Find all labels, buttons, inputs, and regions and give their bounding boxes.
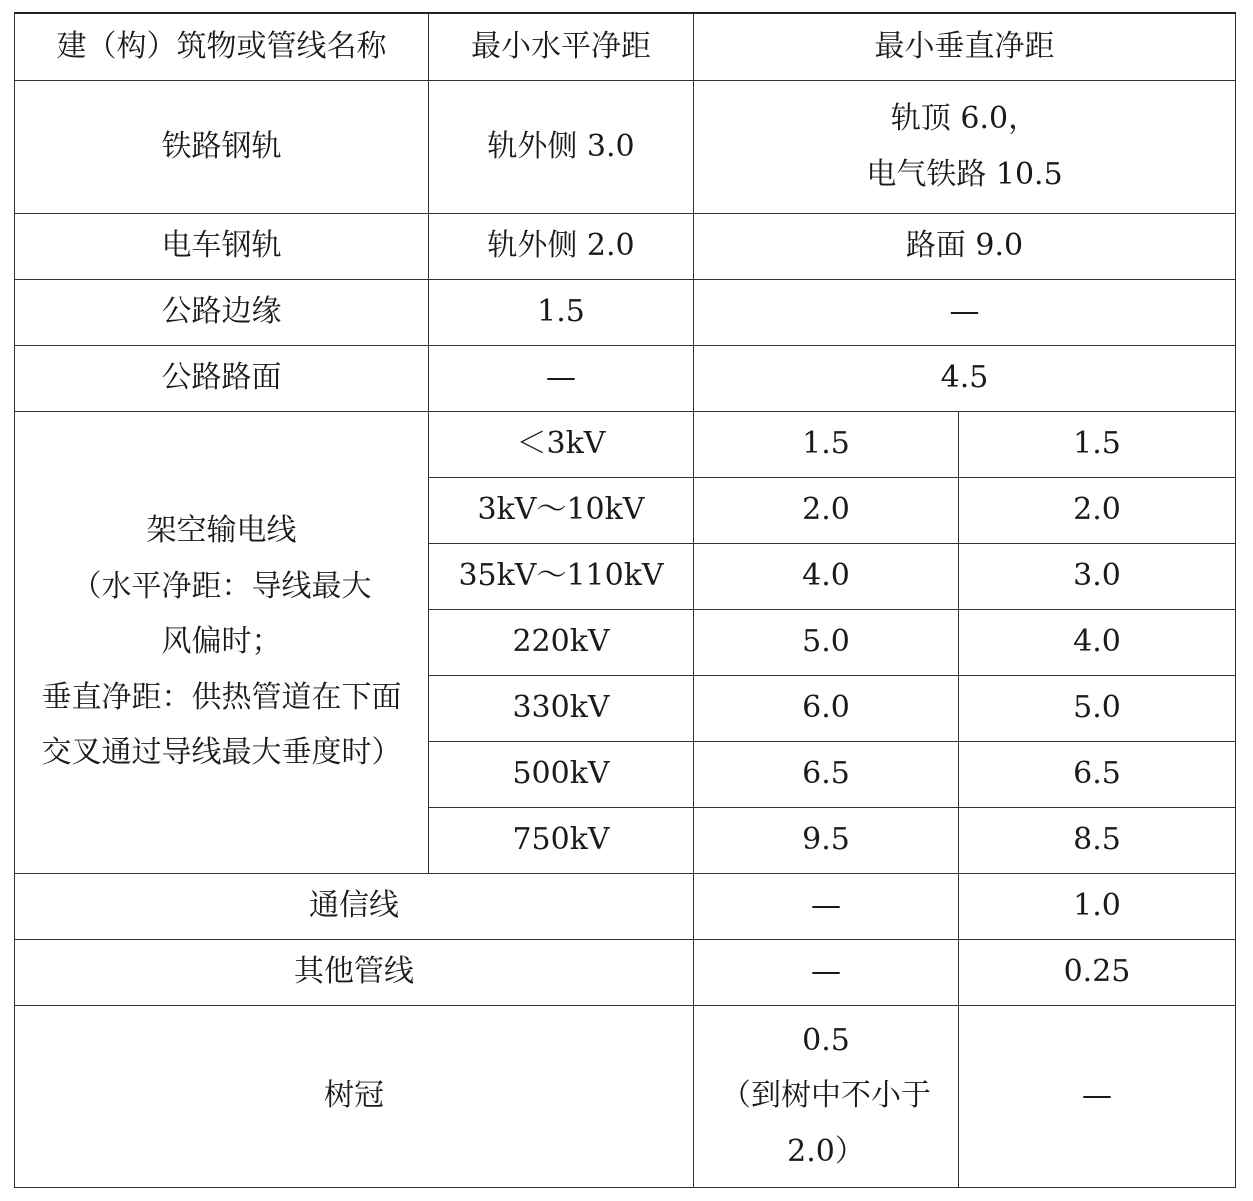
telecom-horizontal: — xyxy=(694,873,959,939)
tram-vertical: 路面 9.0 xyxy=(694,213,1236,279)
other-pipes-horizontal: — xyxy=(694,939,959,1005)
power-vertical: 2.0 xyxy=(959,477,1236,543)
header-min-horizontal: 最小水平净距 xyxy=(429,13,694,80)
table-row-other-pipes xyxy=(15,939,1236,1005)
power-voltage: 500kV xyxy=(429,741,694,807)
power-line-name-line2: （水平净距：导线最大 xyxy=(71,568,372,604)
power-vertical: 3.0 xyxy=(959,543,1236,609)
power-voltage: 750kV xyxy=(429,807,694,873)
power-vertical: 8.5 xyxy=(959,807,1236,873)
power-voltage: 220kV xyxy=(429,609,694,675)
header-min-vertical: 最小垂直净距 xyxy=(694,13,1236,80)
road-surface-horizontal: — xyxy=(429,345,694,411)
power-horizontal: 4.0 xyxy=(694,543,959,609)
power-line-name-line1: 架空输电线 xyxy=(146,513,297,549)
road-surface-vertical: 4.5 xyxy=(694,345,1236,411)
railway-name: 铁路钢轨 xyxy=(15,80,429,213)
table-row-tree-crown xyxy=(15,1005,1236,1187)
tree-crown-vertical: — xyxy=(959,1005,1236,1187)
other-pipes-name: 其他管线 xyxy=(15,939,694,1005)
power-voltage: 35kV～110kV xyxy=(429,543,694,609)
tree-crown-horizontal-line1: 0.5 xyxy=(802,1022,850,1058)
road-edge-name: 公路边缘 xyxy=(15,279,429,345)
header-name: 建（构）筑物或管线名称 xyxy=(15,13,429,80)
tree-crown-horizontal xyxy=(694,1005,959,1187)
power-line-name-line3: 风偏时； xyxy=(161,624,282,660)
power-voltage: 3kV～10kV xyxy=(429,477,694,543)
other-pipes-vertical: 0.25 xyxy=(959,939,1236,1005)
power-voltage: 330kV xyxy=(429,675,694,741)
tram-horizontal: 轨外侧 2.0 xyxy=(429,213,694,279)
tree-crown-horizontal-line3: 2.0） xyxy=(787,1133,865,1169)
power-vertical: 6.5 xyxy=(959,741,1236,807)
railway-vertical-line1: 轨顶 6.0， xyxy=(890,101,1039,136)
power-horizontal: 6.5 xyxy=(694,741,959,807)
power-line-name xyxy=(15,411,429,873)
road-surface-name: 公路路面 xyxy=(15,345,429,411)
power-horizontal: 1.5 xyxy=(694,411,959,477)
road-edge-horizontal: 1.5 xyxy=(429,279,694,345)
telecom-vertical: 1.0 xyxy=(959,873,1236,939)
power-line-name-line5: 交叉通过导线最大垂度时） xyxy=(41,735,402,771)
table-row-road-edge xyxy=(15,279,1236,345)
tree-crown-horizontal-line2: （到树中不小于 xyxy=(721,1078,931,1114)
table-row-tram xyxy=(15,213,1236,279)
power-vertical: 5.0 xyxy=(959,675,1236,741)
railway-horizontal: 轨外侧 3.0 xyxy=(429,80,694,213)
table-row-telecom xyxy=(15,873,1236,939)
tram-name: 电车钢轨 xyxy=(15,213,429,279)
table-row-power-1 xyxy=(15,411,1236,477)
power-horizontal: 5.0 xyxy=(694,609,959,675)
power-horizontal: 9.5 xyxy=(694,807,959,873)
power-vertical: 4.0 xyxy=(959,609,1236,675)
clearance-table xyxy=(14,12,1236,1188)
road-edge-vertical: — xyxy=(694,279,1236,345)
header-row xyxy=(15,13,1236,80)
tree-crown-name: 树冠 xyxy=(15,1005,694,1187)
table-row-road-surface xyxy=(15,345,1236,411)
railway-vertical-line2: 电气铁路 10.5 xyxy=(866,156,1063,192)
power-horizontal: 6.0 xyxy=(694,675,959,741)
telecom-name: 通信线 xyxy=(15,873,694,939)
railway-vertical xyxy=(694,80,1236,213)
power-horizontal: 2.0 xyxy=(694,477,959,543)
power-line-name-line4: 垂直净距：供热管道在下面 xyxy=(41,679,402,715)
power-vertical: 1.5 xyxy=(959,411,1236,477)
table-row-railway xyxy=(15,80,1236,213)
power-voltage: ＜3kV xyxy=(429,411,694,477)
